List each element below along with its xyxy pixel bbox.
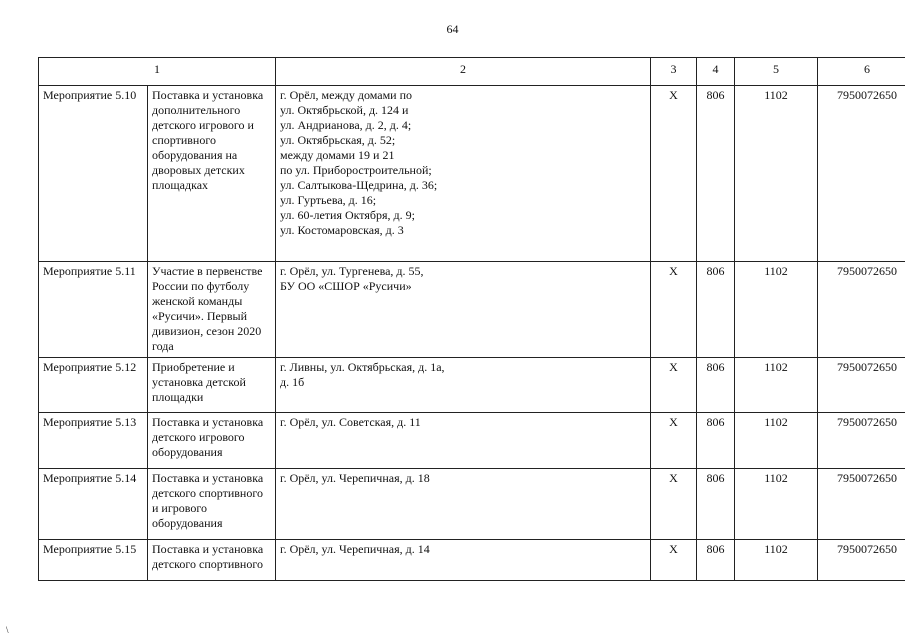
event-cell: Мероприятие 5.14 [39, 469, 148, 540]
event-cell: Мероприятие 5.15 [39, 540, 148, 581]
event-cell: Мероприятие 5.11 [39, 262, 148, 358]
col3-cell: X [651, 540, 697, 581]
address-line: ул. Андрианова, д. 2, д. 4; [280, 118, 412, 132]
col3-cell: X [651, 469, 697, 540]
table-body [39, 86, 905, 581]
description-cell: Поставка и установка дополнительного детского игрового и спортивного оборудования на дворовых детских площадках [148, 86, 276, 262]
table-row [39, 540, 905, 581]
header-cell-6: 6 [818, 58, 905, 86]
table-row [39, 413, 905, 469]
address-line: между домами 19 и 21 [280, 148, 395, 162]
address-line: ул. 60-летия Октября, д. 9; [280, 208, 415, 222]
address-cell [276, 358, 651, 413]
address-line: ул. Салтыкова-Щедрина, д. 36; [280, 178, 438, 192]
table-row [39, 469, 905, 540]
address-line: г. Орёл, между домами по [280, 88, 413, 102]
description-cell: Приобретение и установка детской площадки [148, 358, 276, 413]
description-cell: Участие в первенстве России по футболу женской команды «Русичи». Первый дивизион, сезон 2020 года [148, 262, 276, 358]
col4-cell: 806 [697, 413, 735, 469]
header-cell-2: 2 [276, 58, 651, 86]
col4-cell: 806 [697, 86, 735, 262]
header-cell-4: 4 [697, 58, 735, 86]
description-cell: Поставка и установка детского игрового оборудования [148, 413, 276, 469]
address-line: г. Орёл, ул. Тургенева, д. 55, [280, 264, 424, 278]
event-cell: Мероприятие 5.12 [39, 358, 148, 413]
col4-cell: 806 [697, 540, 735, 581]
col3-cell: X [651, 86, 697, 262]
header-cell-5: 5 [735, 58, 818, 86]
col5-cell: 1102 [735, 262, 818, 358]
address-line: ул. Октябрьская, д. 52; [280, 133, 396, 147]
address-cell [276, 540, 651, 581]
address-line: г. Ливны, ул. Октябрьская, д. 1а, [280, 360, 445, 374]
col4-cell: 806 [697, 262, 735, 358]
address-cell [276, 262, 651, 358]
col4-cell: 806 [697, 469, 735, 540]
address-line: д. 1б [280, 375, 305, 389]
table-row [39, 86, 905, 262]
col6-cell: 7950072650 [818, 358, 905, 413]
table-row [39, 358, 905, 413]
description-cell: Поставка и установка детского спортивного и игрового оборудования [148, 469, 276, 540]
header-row [39, 58, 905, 86]
col6-cell: 7950072650 [818, 469, 905, 540]
col6-cell: 7950072650 [818, 262, 905, 358]
page-number: 64 [446, 22, 459, 36]
col5-cell: 1102 [735, 86, 818, 262]
address-cell [276, 86, 651, 262]
address-line: г. Орёл, ул. Советская, д. 11 [280, 415, 421, 429]
header-cell-3: 3 [651, 58, 697, 86]
event-cell: Мероприятие 5.10 [39, 86, 148, 262]
col6-cell: 7950072650 [818, 413, 905, 469]
col3-cell: X [651, 413, 697, 469]
col4-cell: 806 [697, 358, 735, 413]
col5-cell: 1102 [735, 413, 818, 469]
description-cell: Поставка и установка детского спортивного [148, 540, 276, 581]
col6-cell: 7950072650 [818, 540, 905, 581]
scan-mark: \ [6, 625, 9, 635]
address-line: г. Орёл, ул. Черепичная, д. 18 [280, 471, 430, 485]
col6-cell: 7950072650 [818, 86, 905, 262]
budget-table [38, 57, 905, 581]
address-line: ул. Октябрьской, д. 124 и [280, 103, 409, 117]
address-cell [276, 413, 651, 469]
address-line: г. Орёл, ул. Черепичная, д. 14 [280, 542, 430, 556]
header-cell-1: 1 [39, 58, 276, 86]
event-cell: Мероприятие 5.13 [39, 413, 148, 469]
col5-cell: 1102 [735, 358, 818, 413]
col3-cell: X [651, 262, 697, 358]
address-line: по ул. Приборостроительной; [280, 163, 432, 177]
address-cell [276, 469, 651, 540]
address-line: ул. Гуртьева, д. 16; [280, 193, 377, 207]
address-line: ул. Костомаровская, д. 3 [280, 223, 404, 237]
col5-cell: 1102 [735, 469, 818, 540]
col3-cell: X [651, 358, 697, 413]
col5-cell: 1102 [735, 540, 818, 581]
address-line: БУ ОО «СШОР «Русичи» [280, 279, 412, 293]
table-row [39, 262, 905, 358]
